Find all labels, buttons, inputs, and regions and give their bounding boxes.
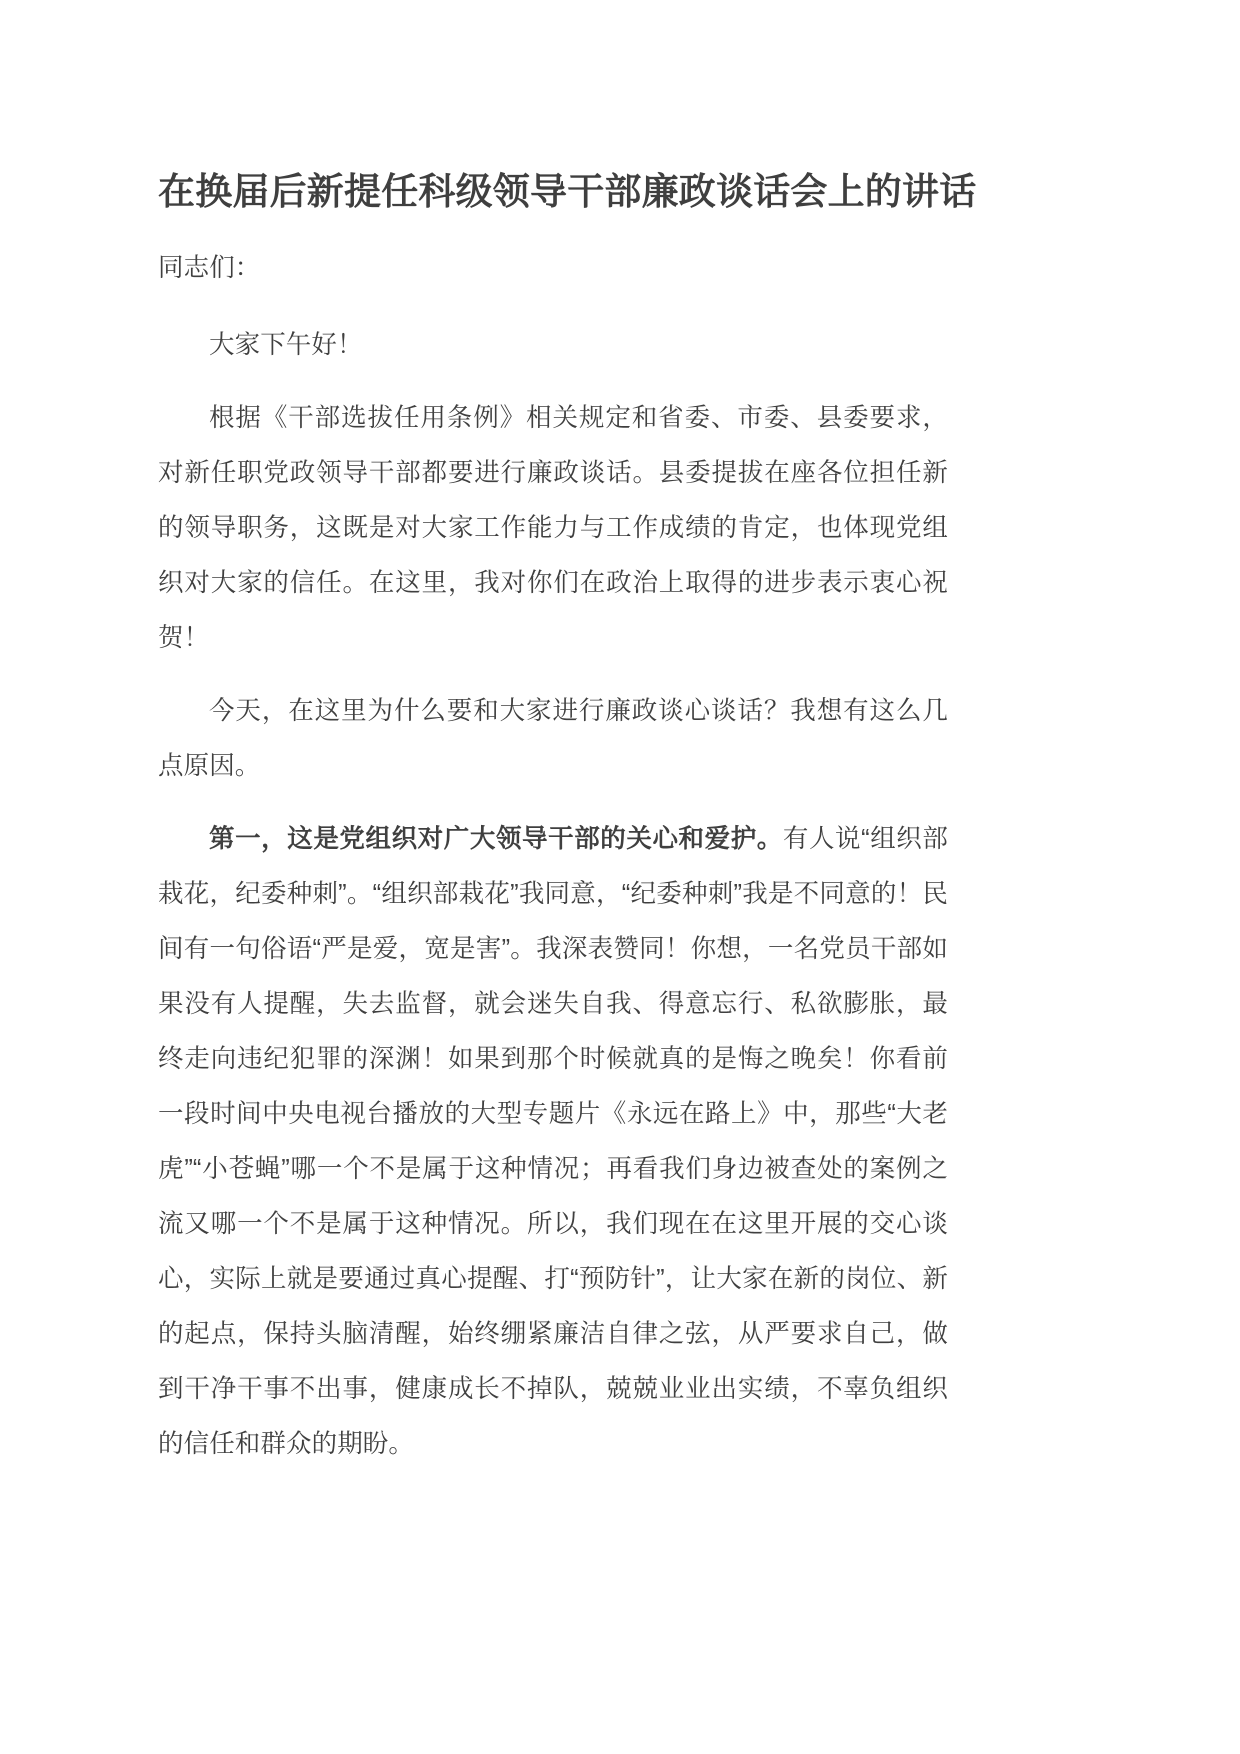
question-paragraph: 今天，在这里为什么要和大家进行廉政谈心谈话？我想有这么几点原因。 — [158, 697, 948, 781]
first-point-paragraph — [158, 812, 948, 1472]
basis-paragraph: 根据《干部选拔任用条例》相关规定和省委、市委、县委要求，对新任职党政领导干部都要进行廉政谈话。县委提拔在座各位担任新的领导职务，这既是对大家工作能力与工作成绩的肯定，也体现党组织对大家的信任。在这里，我对你们在政治上取得的进步表示衷心祝贺！ — [158, 404, 948, 653]
page-title: 在换届后新提任科级领导干部廉政谈话会上的讲话 — [158, 171, 977, 212]
first-point-body: 有人说“组织部栽花，纪委种刺”。“组织部栽花”我同意，“纪委种刺”我是不同意的！民间有一句俗语“严是爱，宽是害”。我深表赞同！你想，一名党员干部如果没有人提醒，失去监督，就会迷失自我、得意忘行、私欲膨胀，最终走向违纪犯罪的深渊！如果到那个时候就真的是悔之晚矣！你看前一段时间中央电视台播放的大型专题片《永远在路上》中，那些“大老虎”“小苍蝇”哪一个不是属于这种情况；再看我们身边被查处的案例之流又哪一个不是属于这种情况。所以，我们现在在这里开展的交心谈心，实际上就是要通过真心提醒、打“预防针”，让大家在新的岗位、新的起点，保持头脑清醒，始终绷紧廉洁自律之弦，从严要求自己，做到干净干事不出事，健康成长不掉队，兢兢业业出实绩，不辜负组织的信任和群众的期盼。 — [158, 825, 948, 1459]
greeting-paragraph: 大家下午好！ — [209, 331, 363, 360]
first-point-lead: 第一，这是党组织对广大领导干部的关心和爱护。 — [209, 825, 783, 854]
salutation-paragraph: 同志们： — [158, 254, 261, 283]
